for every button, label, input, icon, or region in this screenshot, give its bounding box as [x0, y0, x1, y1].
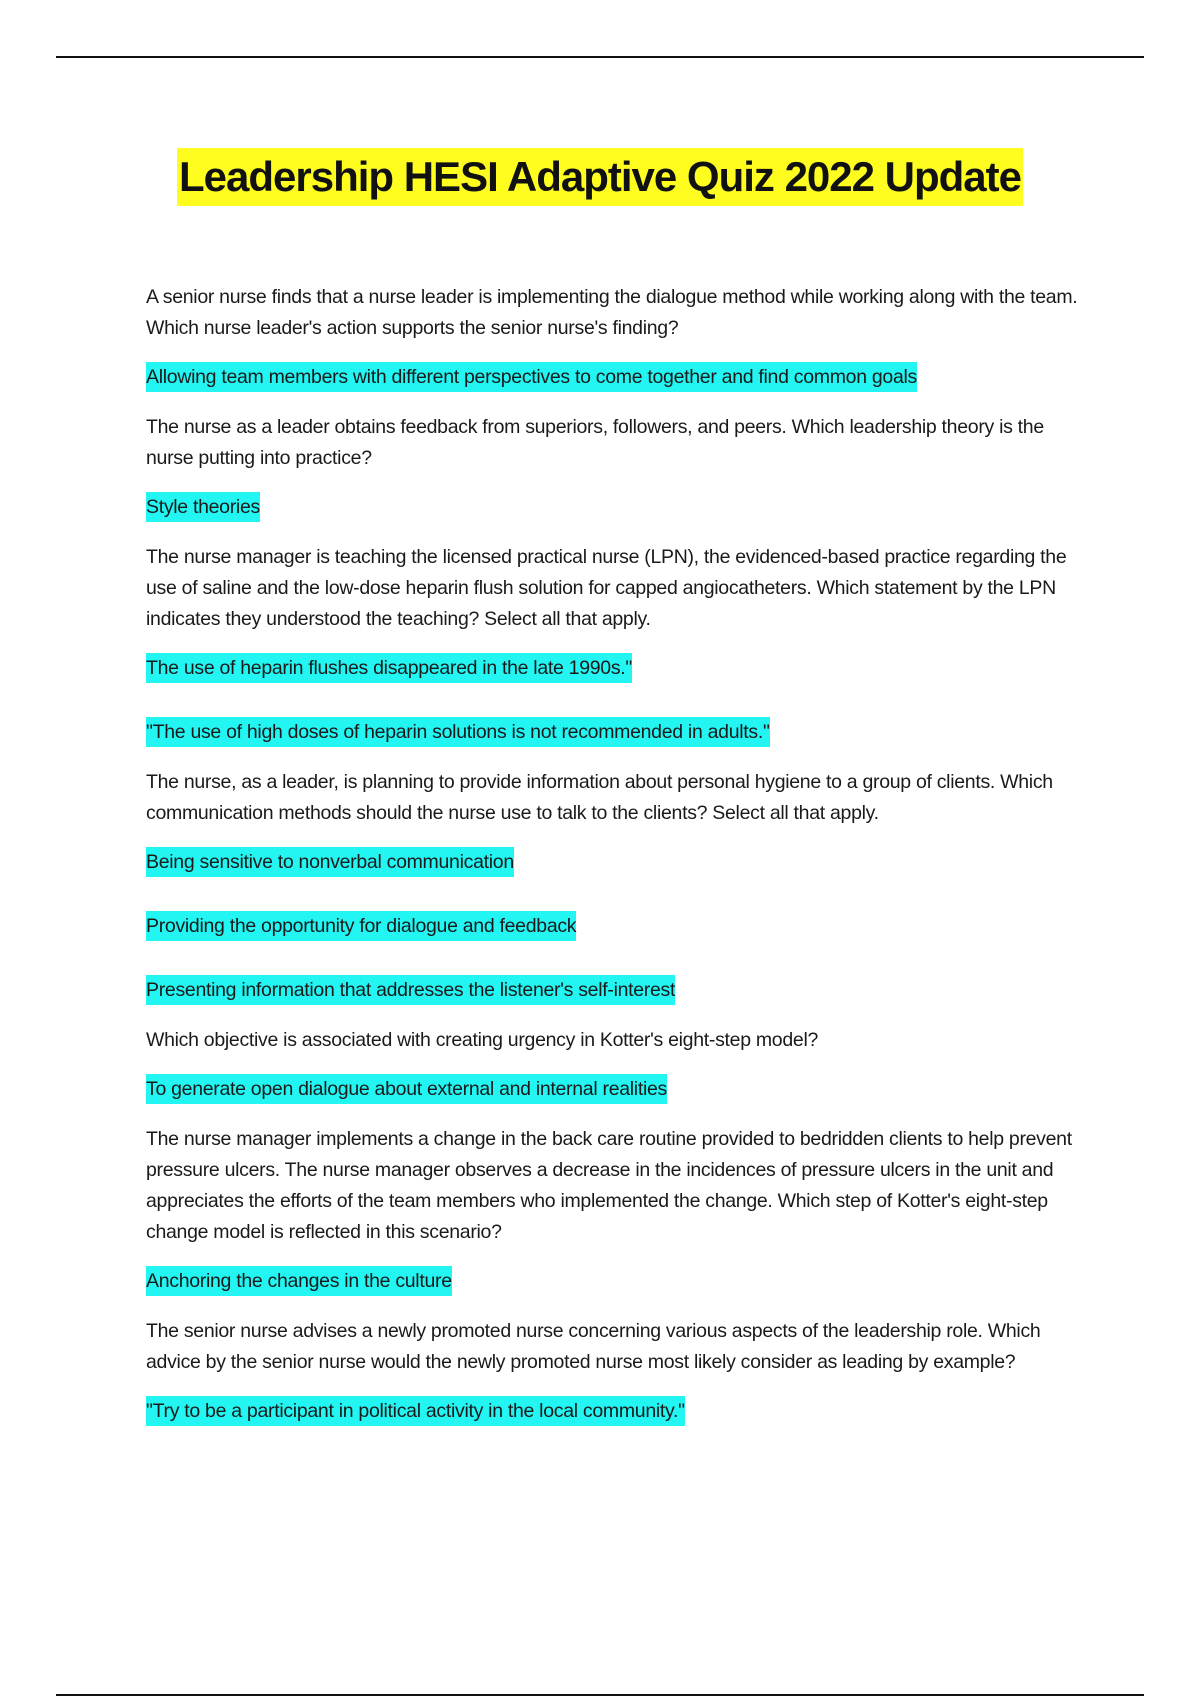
page-title: Leadership HESI Adaptive Quiz 2022 Update [177, 148, 1023, 206]
question-6: The nurse manager implements a change in the back care routine provided to bedridden clients to help prevent pressure ulcers. The nurse manager observes a decrease in the incidences of pressure ulcers in the unit and appreciates the efforts of the team members who implemented the change. Which step of Kotter's eight-step change model is reflected in this scenario? [146, 1128, 1072, 1243]
answer-highlight: "The use of high doses of heparin solutions is not recommended in adults." [146, 717, 770, 747]
question-7: The senior nurse advises a newly promoted nurse concerning various aspects of the leadership role. Which advice by the senior nurse would the newly promoted nurse most likely consider as leading by example? [146, 1320, 1041, 1373]
answer-4c [146, 973, 1086, 1009]
answer-highlight: Style theories [146, 492, 260, 522]
answer-2 [146, 490, 1086, 526]
answer-4b [146, 909, 1086, 945]
answer-3b [146, 715, 1086, 751]
answer-highlight: Anchoring the changes in the culture [146, 1266, 452, 1296]
answer-1 [146, 360, 1086, 396]
answer-highlight: Presenting information that addresses the listener's self-interest [146, 975, 675, 1005]
answer-highlight: The use of heparin flushes disappeared in the late 1990s." [146, 653, 632, 683]
quiz-content [146, 282, 1086, 1446]
top-rule [56, 56, 1144, 58]
question-2: The nurse as a leader obtains feedback from superiors, followers, and peers. Which leadership theory is the nurse putting into practice? [146, 416, 1044, 469]
answer-highlight: Allowing team members with different perspectives to come together and find common goals [146, 362, 917, 392]
answer-highlight: To generate open dialogue about external and internal realities [146, 1074, 667, 1104]
answer-highlight: Providing the opportunity for dialogue and feedback [146, 911, 576, 941]
answer-highlight: "Try to be a participant in political activity in the local community." [146, 1396, 685, 1426]
answer-6 [146, 1264, 1086, 1300]
question-4: The nurse, as a leader, is planning to provide information about personal hygiene to a group of clients. Which communication methods should the nurse use to talk to the clients? Select all that apply. [146, 771, 1053, 824]
answer-7 [146, 1394, 1086, 1430]
question-5: Which objective is associated with creating urgency in Kotter's eight-step model? [146, 1029, 819, 1051]
question-3: The nurse manager is teaching the licensed practical nurse (LPN), the evidenced-based practice regarding the use of saline and the low-dose heparin flush solution for capped angiocatheters. Which statement by the LPN indicates they understood the teaching? Select all that apply. [146, 546, 1067, 630]
answer-4a [146, 845, 1086, 881]
answer-5 [146, 1072, 1086, 1108]
answer-highlight: Being sensitive to nonverbal communication [146, 847, 514, 877]
question-1: A senior nurse finds that a nurse leader is implementing the dialogue method while working along with the team. Which nurse leader's action supports the senior nurse's finding? [146, 286, 1078, 339]
answer-3a [146, 651, 1086, 687]
title-block [0, 148, 1200, 206]
bottom-rule [56, 1694, 1144, 1696]
